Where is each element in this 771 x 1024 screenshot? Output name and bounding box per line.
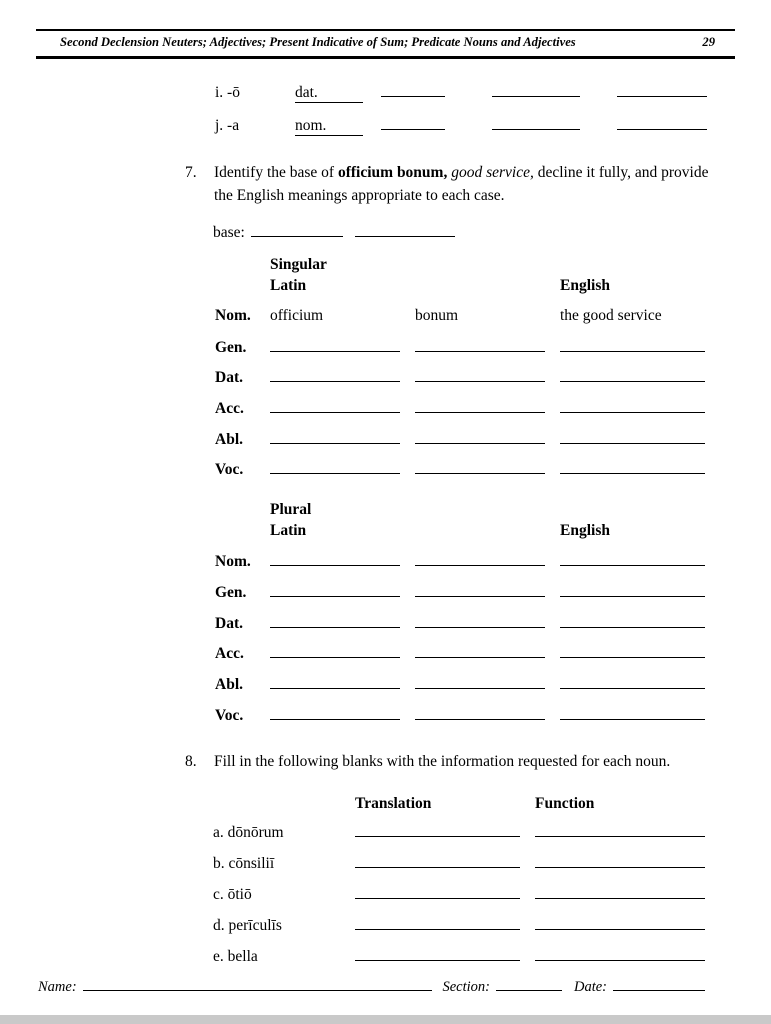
- page-number: 29: [702, 35, 715, 49]
- fill-in-blank: [251, 223, 343, 237]
- noun-row: [213, 916, 771, 947]
- fill-in-blank: [617, 83, 707, 97]
- declension-row: [215, 675, 771, 706]
- case-label: Dat.: [215, 369, 243, 387]
- prompt-bold-term: officium bonum,: [337, 164, 448, 181]
- case-label: Abl.: [215, 430, 243, 448]
- english-column-header: English: [560, 522, 610, 540]
- fill-in-blank: [270, 644, 400, 658]
- declension-row: [215, 460, 771, 491]
- group-label: Singular: [270, 256, 327, 273]
- base-row: [213, 223, 771, 242]
- fill-in-blank: [617, 116, 707, 130]
- fill-in-blank: [535, 947, 705, 961]
- noun-label: b. cōnsiliī: [213, 855, 275, 873]
- fill-in-blank: [415, 430, 545, 444]
- fill-in-blank: [492, 83, 580, 97]
- plural-header: [215, 501, 771, 544]
- noun-label: e. bella: [213, 948, 258, 966]
- function-column-header: Function: [535, 795, 595, 813]
- section-label: Section:: [442, 979, 490, 995]
- fill-in-blank: [535, 854, 705, 868]
- exercise-7: [185, 161, 771, 207]
- base-label: base:: [213, 224, 245, 241]
- fill-in-blank: [535, 916, 705, 930]
- declension-row: [215, 583, 771, 614]
- fill-in-blank: [560, 399, 705, 413]
- footer: [38, 979, 705, 996]
- case-label: Acc.: [215, 645, 244, 663]
- fill-in-blank: [415, 338, 545, 352]
- fill-in-blank: [355, 854, 520, 868]
- declension-row: [215, 399, 771, 430]
- prompt-text: decline it fully, and provide the English meanings appropriate to each case.: [214, 164, 709, 204]
- fill-in-blank: [355, 947, 520, 961]
- prompt-italic-gloss: good service,: [447, 164, 534, 181]
- latin-column-header: Latin: [270, 277, 307, 294]
- english-column-header: English: [560, 277, 610, 294]
- fill-in-blank: [270, 552, 400, 566]
- case-label: Dat.: [215, 614, 243, 632]
- noun-label: c. ōtiō: [213, 886, 252, 904]
- ending-items: [215, 83, 771, 149]
- noun-row: [213, 854, 771, 885]
- declension-table: [215, 256, 771, 736]
- fill-in-blank: [560, 460, 705, 474]
- fill-in-blank: [535, 885, 705, 899]
- fill-in-blank: [355, 885, 520, 899]
- declension-row: [215, 307, 771, 338]
- fill-in-blank: [270, 460, 400, 474]
- fill-in-blank: [415, 583, 545, 597]
- fill-in-blank: [415, 644, 545, 658]
- declension-row: [215, 644, 771, 675]
- fill-in-blank: [381, 116, 445, 130]
- translation-column-header: Translation: [355, 795, 432, 813]
- case-label: Voc.: [215, 461, 244, 479]
- fill-in-blank: [560, 706, 705, 720]
- fill-in-blank: [270, 675, 400, 689]
- case-label: Gen.: [215, 583, 247, 601]
- fill-in-blank: [270, 338, 400, 352]
- exercise-8: [185, 750, 771, 773]
- declension-row: [215, 706, 771, 737]
- name-blank: [83, 979, 433, 991]
- case-label: Abl.: [215, 675, 243, 693]
- exercise-prompt: [214, 161, 719, 207]
- noun-label: a. dōnōrum: [213, 824, 284, 842]
- fill-in-blank: [560, 583, 705, 597]
- fill-in-blank: [415, 399, 545, 413]
- exercise-8-column-headers: [355, 795, 771, 813]
- fill-in-blank: [381, 83, 445, 97]
- fill-in-blank: [535, 823, 705, 837]
- latin-word: officium: [270, 307, 324, 324]
- group-label: Plural: [270, 501, 312, 519]
- fill-in-blank: [270, 399, 400, 413]
- noun-row: [213, 947, 771, 978]
- fill-in-blank: [415, 368, 545, 382]
- fill-in-blank: [415, 706, 545, 720]
- case-label: Nom.: [215, 307, 251, 324]
- running-head-title: Second Declension Neuters; Adjectives; Present Indicative of Sum; Predicate Nouns and Adjectives: [60, 35, 576, 49]
- fill-in-blank: [492, 116, 580, 130]
- fill-in-blank: [560, 614, 705, 628]
- fill-in-blank: [415, 614, 545, 628]
- declension-row: [215, 338, 771, 369]
- fill-in-blank: [560, 644, 705, 658]
- ending-row-j: [215, 116, 771, 149]
- declension-row: [215, 614, 771, 645]
- singular-header: [215, 256, 771, 299]
- case-label: Gen.: [215, 338, 247, 356]
- declension-row: [215, 430, 771, 461]
- declension-row: [215, 552, 771, 583]
- fill-in-blank: [355, 223, 455, 237]
- exercise-number: 7.: [185, 164, 197, 181]
- noun-row: [213, 823, 771, 854]
- prompt-text: Identify the base of: [214, 164, 338, 181]
- fill-in-blank: [415, 675, 545, 689]
- noun-row: [213, 885, 771, 916]
- noun-list: [213, 823, 771, 978]
- noun-label: d. perīculīs: [213, 917, 282, 935]
- fill-in-blank: [560, 338, 705, 352]
- scan-page-edge: [0, 1015, 771, 1024]
- exercise-prompt: Fill in the following blanks with the information requested for each noun.: [214, 753, 671, 771]
- fill-in-blank: [415, 460, 545, 474]
- exercise-number: 8.: [185, 753, 197, 771]
- fill-in-blank: [270, 368, 400, 382]
- english-meaning: the good service: [560, 307, 662, 324]
- case-label: Nom.: [215, 553, 251, 571]
- date-label: Date:: [573, 979, 607, 995]
- ending-label: i. -ō: [215, 84, 240, 101]
- latin-word: bonum: [415, 307, 459, 324]
- fill-in-blank: [270, 614, 400, 628]
- case-answer: dat.: [295, 84, 363, 103]
- case-answer: nom.: [295, 117, 363, 136]
- ending-label: j. -a: [215, 117, 240, 134]
- fill-in-blank: [355, 823, 520, 837]
- fill-in-blank: [560, 552, 705, 566]
- fill-in-blank: [560, 430, 705, 444]
- fill-in-blank: [355, 916, 520, 930]
- name-label: Name:: [38, 979, 77, 995]
- fill-in-blank: [560, 368, 705, 382]
- case-label: Voc.: [215, 706, 244, 724]
- declension-row: [215, 368, 771, 399]
- date-blank: [613, 979, 705, 991]
- fill-in-blank: [270, 430, 400, 444]
- fill-in-blank: [560, 675, 705, 689]
- fill-in-blank: [415, 552, 545, 566]
- ending-row-i: [215, 83, 771, 116]
- case-label: Acc.: [215, 400, 244, 418]
- fill-in-blank: [270, 583, 400, 597]
- section-blank: [496, 979, 562, 991]
- latin-column-header: Latin: [270, 522, 307, 540]
- page-header: [36, 29, 735, 59]
- fill-in-blank: [270, 706, 400, 720]
